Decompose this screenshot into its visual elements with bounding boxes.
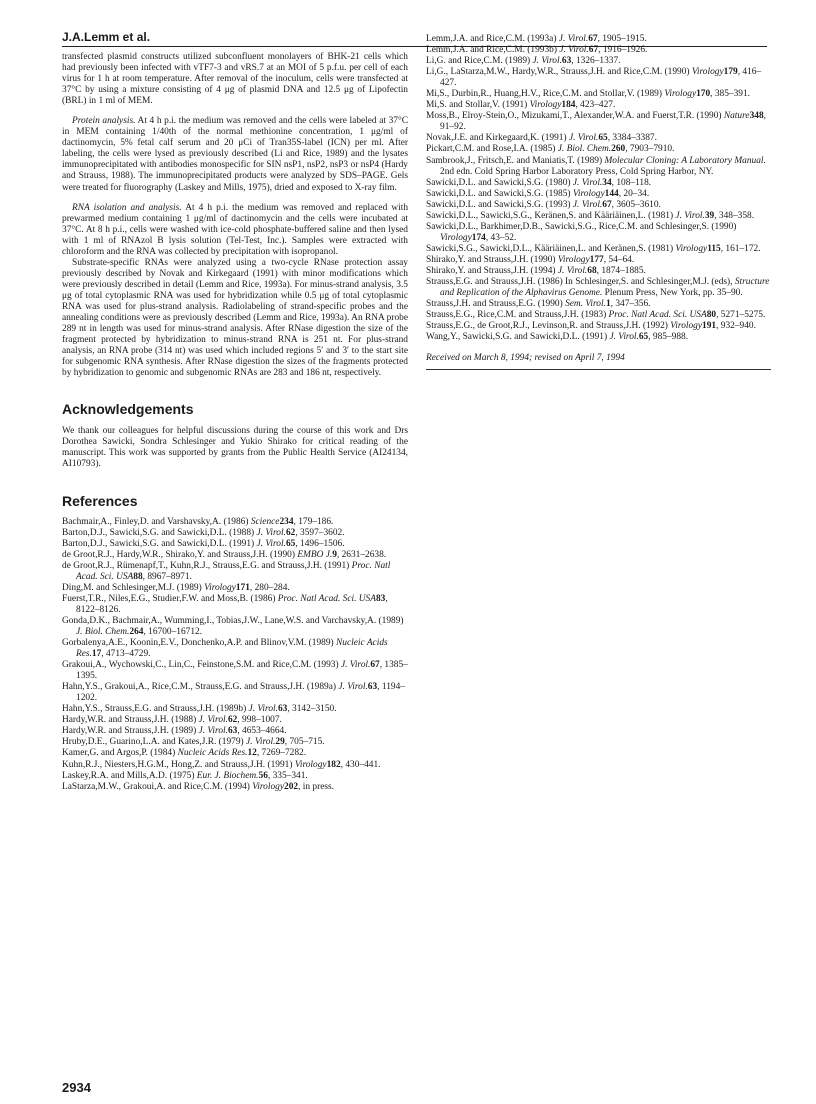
reference-authors: Hahn,Y.S., Strauss,E.G. and Strauss,J.H. (1989b) <box>62 704 249 715</box>
reference-pages: , 8967–8971. <box>142 571 192 582</box>
reference-entry <box>426 244 771 255</box>
methods-paragraph-rna-isolation <box>62 203 408 258</box>
reference-authors: Fuerst,T.R., Niles,E.G., Studier,F.W. and Moss,B. (1986) <box>62 593 278 604</box>
reference-volume: 68 <box>587 265 597 276</box>
reference-entry <box>426 266 771 277</box>
reference-entry <box>62 528 408 539</box>
running-header-author: J.A.Lemm et al. <box>62 30 151 44</box>
reference-list-left <box>62 517 408 793</box>
reference-journal: Virology <box>252 781 285 792</box>
reference-volume: 179 <box>723 67 738 78</box>
reference-entry <box>426 310 771 321</box>
reference-journal: J. Virol. <box>248 704 278 715</box>
reference-entry <box>426 255 771 266</box>
reference-pages: , 335–341. <box>267 770 308 781</box>
reference-entry <box>62 682 408 704</box>
reference-entry <box>426 178 771 189</box>
reference-authors: Kuhn,R.J., Niesters,H.G.M., Hong,Z. and Strauss,J.H. (1991) <box>62 759 295 770</box>
acknowledgements-heading: Acknowledgements <box>62 401 194 418</box>
methods-paragraph-protein-analysis <box>62 116 408 193</box>
reference-pages: , 1874–1885. <box>596 265 646 276</box>
reference-entry <box>426 211 771 222</box>
reference-entry <box>62 517 408 528</box>
reference-pages: , 5271–5275. <box>716 310 766 321</box>
reference-entry <box>62 638 408 660</box>
reference-journal: J. Virol. <box>568 133 599 144</box>
reference-volume: 67 <box>602 199 612 210</box>
reference-authors: Lemm,J.A. and Rice,C.M. (1993a) <box>426 34 559 44</box>
rna-analysis-heading: RNA isolation and analysis. <box>72 202 182 213</box>
reference-entry <box>426 299 771 310</box>
reference-authors: Barton,D.J., Sawicki,S.G. and Sawicki,D.L. (1991) <box>62 538 257 549</box>
reference-pages: , 20–34. <box>618 188 650 199</box>
reference-volume: 348 <box>749 111 764 122</box>
reference-authors: Barton,D.J., Sawicki,S.G. and Sawicki,D.L. (1988) <box>62 527 257 538</box>
reference-journal: J. Virol. <box>572 177 603 188</box>
reference-journal: Proc. Natl Acad. Sci. USA <box>277 593 376 604</box>
reference-journal: Virology <box>691 67 724 78</box>
reference-pages: , 416–427. <box>440 67 762 89</box>
reference-journal: Eur. J. Biochem. <box>196 770 259 781</box>
reference-pages: , 4653–4664. <box>237 726 287 737</box>
reference-pages: , 1385–1395. <box>76 660 408 682</box>
reference-journal: J. Virol. <box>572 199 603 210</box>
reference-entry <box>426 156 771 178</box>
reference-authors: Shirako,Y. and Strauss,J.H. (1990) <box>426 254 558 265</box>
reference-authors: Novak,J.E. and Kirkegaard,K. (1991) <box>426 133 569 144</box>
reference-volume: 17 <box>91 649 102 660</box>
reference-authors: Sawicki,D.L., Sawicki,S.G., Keränen,S. and Kääriäinen,L. (1981) <box>426 210 676 221</box>
reference-pages: , 385–391. <box>710 89 751 100</box>
reference-journal: J. Biol. Chem. <box>76 626 130 637</box>
methods-paragraph-transfection: transfected plasmid constructs utilized subconfluent monolayers of BHK-21 cells which had previously been infected with vTF7-3 and vRS.7 at an MOI of 5 p.f.u. per cell of each virus for 1 h at room temperature. After removal of the inoculum, cells were transfected at 37°C by using a mixture consisting of 4 μg of plasmid DNA and 12.5 μg of Lipofectin (BRL) in 1 ml of MEM. <box>62 52 408 107</box>
reference-volume: 234 <box>279 516 294 527</box>
reference-pages: , 985–988. <box>648 332 689 343</box>
reference-volume: 65 <box>598 133 608 144</box>
reference-journal: Virology <box>572 188 605 199</box>
reference-entry <box>426 277 771 299</box>
right-column <box>426 34 771 370</box>
reference-entry <box>62 760 408 771</box>
reference-volume: 191 <box>702 321 717 332</box>
reference-pages: , 108–118. <box>611 177 652 188</box>
reference-volume: 264 <box>129 626 144 637</box>
reference-pages: , 1916–1926. <box>598 45 648 56</box>
reference-pages: , 161–172. <box>720 243 761 254</box>
reference-pages: , 1905–1915. <box>597 34 647 44</box>
reference-pages: , 179–186. <box>293 516 334 527</box>
reference-pages: , 43–52. <box>485 232 517 243</box>
reference-entry <box>62 748 408 759</box>
reference-entry <box>62 561 408 583</box>
reference-journal: J. Virol. <box>559 45 589 56</box>
reference-authors: Laskey,R.A. and Mills,A.D. (1975) <box>62 770 197 781</box>
reference-authors: Mi,S., Durbin,R., Huang,H.V., Rice,C.M. and Stollar,V. (1989) <box>426 89 665 100</box>
reference-volume: 115 <box>707 243 721 254</box>
reference-authors: Shirako,Y. and Strauss,J.H. (1994) <box>426 265 558 276</box>
reference-volume: 184 <box>561 100 576 111</box>
reference-journal: J. Virol. <box>609 332 639 343</box>
reference-volume: 63 <box>367 682 378 693</box>
reference-authors: de Groot,R.J., Rümenapf,T., Kuhn,R.J., Strauss,E.G. and Strauss,J.H. (1991) <box>62 560 352 571</box>
reference-journal: Science <box>250 516 280 527</box>
reference-journal: Molecular Cloning: A Laboratory Manual. <box>604 155 766 166</box>
reference-authors: Li,G. and Rice,C.M. (1989) <box>426 56 533 67</box>
reference-journal: Proc. Natl Acad. Sci. USA <box>608 310 707 321</box>
rna-analysis-text: At 4 h p.i. the medium was removed and replaced with prewarmed medium containing 1 μg/ml of dactinomycin and the cells were incubated at 37°C. At 8 h p.i., cells were washed with ice-cold phosphate-buffered saline and then lysed with 1 ml of RNAzol B lysis solution (Tel-Test, Inc.). Samples were extracted with chloroform and the RNA was collected by precipitation with isopropanol. <box>62 202 409 257</box>
reference-entry <box>62 550 408 561</box>
reference-entry <box>62 704 408 715</box>
reference-journal: J. Virol. <box>558 34 589 44</box>
reference-authors: Moss,B., Elroy-Stein,O., Mizukami,T., Alexander,W.A. and Fuerst,T.R. (1990) <box>426 111 724 122</box>
reference-entry <box>62 782 408 793</box>
reference-pages: , 280–284. <box>249 582 290 593</box>
reference-authors: Hruby,D.E., Guarino,L.A. and Kates,J.R. (1979) <box>62 737 246 748</box>
reference-volume: 83 <box>375 593 386 604</box>
reference-pages: , 1194–1202. <box>76 682 405 704</box>
reference-authors: Sawicki,D.L. and Sawicki,S.G. (1980) <box>426 177 573 188</box>
reference-volume: 177 <box>589 254 604 265</box>
reference-volume: 39 <box>704 210 715 221</box>
reference-journal: Sem. Virol. <box>565 299 606 310</box>
reference-authors: Gonda,D.K., Bachmair,A., Wumming,I., Tobias,J.W., Lane,W.S. and Varchavsky,A. (1989) <box>62 615 404 626</box>
reference-pages: , 4713–4729. <box>101 649 151 660</box>
reference-authors: Bachmair,A., Finley,D. and Varshavsky,A. (1986) <box>62 516 251 527</box>
reference-entry <box>62 660 408 682</box>
reference-authors: Mi,S. and Stollar,V. (1991) <box>426 100 530 111</box>
reference-pages: , 7269–7282. <box>256 748 307 759</box>
reference-journal: J. Virol. <box>338 682 368 693</box>
reference-pages: , 932–940. <box>716 321 756 332</box>
reference-journal: J. Biol. Chem. <box>557 144 612 155</box>
reference-journal: J. Virol. <box>198 726 228 737</box>
reference-volume: 260 <box>611 144 626 155</box>
reference-volume: 56 <box>258 770 268 781</box>
reference-authors: Hahn,Y.S., Grakoui,A., Rice,C.M., Strauss,E.G. and Strauss,J.H. (1989a) <box>62 682 339 693</box>
reference-pages: , 3384–3387. <box>607 133 657 144</box>
reference-journal: Virology <box>440 232 472 243</box>
reference-entry <box>62 539 408 550</box>
reference-pages: , 91–92. <box>440 111 766 133</box>
reference-volume: 65 <box>638 332 649 343</box>
reference-authors: Li,G., LaStarza,M.W., Hardy,W.R., Strauss,J.H. and Rice,C.M. (1990) <box>426 67 692 78</box>
reference-journal: Virology <box>529 100 562 111</box>
protein-analysis-heading: Protein analysis. <box>72 116 136 127</box>
left-column <box>62 52 408 793</box>
reference-pages: , 1326–1337. <box>571 56 621 67</box>
reference-entry <box>62 594 408 616</box>
reference-pages: , 16700–16712. <box>143 626 203 637</box>
reference-journal: Nucleic Acids Res. <box>177 748 248 759</box>
acknowledgements-text: We thank our colleagues for helpful discussions during the course of this work and Drs Dorothea Sawicki, Sondra Schlesinger and Yukio Shirako for critical reading of the manuscript. This work was supported by grants from the Public Health Service (AI24134, AI10793). <box>62 426 408 470</box>
reference-volume: 1 <box>605 299 611 310</box>
reference-authors: LaStarza,M.W., Grakoui,A. and Rice,C.M. (1994) <box>62 781 253 792</box>
reference-volume: 12 <box>247 748 257 759</box>
reference-volume: 29 <box>275 737 285 748</box>
reference-journal: Virology <box>294 759 327 770</box>
reference-journal: Virology <box>670 321 703 332</box>
reference-entry <box>426 89 771 100</box>
reference-authors: Kamer,G. and Argos,P. (1984) <box>62 748 178 759</box>
reference-pages: , 705–715. <box>284 737 325 748</box>
reference-entry <box>426 144 771 155</box>
reference-authors: Ding,M. and Schlesinger,M.J. (1989) <box>62 582 205 593</box>
reference-pages: Plenum Press, New York, pp. 35–90. <box>602 288 743 299</box>
reference-authors: Strauss,E.G. and Strauss,J.H. (1986) In Schlesinger,S. and Schlesinger,M.J. (eds), <box>426 277 735 288</box>
reference-journal: Nucleic Acids Res. <box>76 638 388 660</box>
reference-journal: J. Virol. <box>340 660 371 671</box>
reference-authors: Strauss,E.G., Rice,C.M. and Strauss,J.H. (1983) <box>426 310 609 321</box>
reference-authors: Pickart,C.M. and Rose,I.A. (1985) <box>426 144 558 155</box>
reference-pages: , 2631–2638. <box>336 549 387 560</box>
reference-entry <box>426 111 771 133</box>
reference-journal: Nature <box>723 111 750 122</box>
reference-pages: , 423–427. <box>575 100 616 111</box>
reference-pages: , in press. <box>298 781 335 792</box>
reference-pages: , 54–64. <box>603 254 635 265</box>
reference-pages: 2nd edn. Cold Spring Harbor Laboratory Press, Cold Spring Harbor, NY. <box>440 166 714 177</box>
reference-entry <box>426 200 771 211</box>
reference-entry <box>426 45 771 56</box>
reference-pages: , 348–358. <box>714 210 755 221</box>
reference-journal: J. Virol. <box>198 715 228 726</box>
reference-authors: Strauss,E.G., de Groot,R.J., Levinson,R. and Strauss,J.H. (1992) <box>426 321 671 332</box>
reference-authors: Sawicki,S.G., Sawicki,D.L., Kääriäinen,L. and Keränen,S. (1981) <box>426 243 676 254</box>
reference-volume: 80 <box>706 310 717 321</box>
page-number: 2934 <box>62 1080 91 1095</box>
reference-volume: 63 <box>227 726 238 737</box>
reference-entry <box>62 771 408 782</box>
references-heading: References <box>62 492 138 509</box>
reference-volume: 62 <box>285 527 296 538</box>
reference-volume: 171 <box>235 582 250 593</box>
reference-authors: Hardy,W.R. and Strauss,J.H. (1988) <box>62 715 199 726</box>
reference-journal: J. Virol. <box>246 737 276 748</box>
reference-authors: Wang,Y., Sawicki,S.G. and Sawicki,D.L. (1991) <box>426 332 610 343</box>
reference-pages: , 347–356. <box>610 299 651 310</box>
reference-volume: 67 <box>370 660 380 671</box>
reference-entry <box>62 737 408 748</box>
reference-pages: , 3142–3150. <box>287 704 337 715</box>
reference-authors: de Groot,R.J., Hardy,W.R., Shirako,Y. and Strauss,J.H. (1990) <box>62 549 298 560</box>
reference-volume: 62 <box>227 715 238 726</box>
reference-volume: 170 <box>696 89 711 100</box>
reference-entry <box>426 332 771 343</box>
reference-pages: , 3597–3602. <box>295 527 345 538</box>
reference-authors: Sambrook,J., Fritsch,E. and Maniatis,T. (1989) <box>426 155 605 166</box>
reference-journal: J. Virol. <box>256 527 286 538</box>
reference-list-right <box>426 34 771 343</box>
reference-journal: Structure and Replication of the Alphavirus Genome. <box>440 277 770 299</box>
reference-volume: 65 <box>285 538 296 549</box>
reference-pages: , 1496–1506. <box>295 538 345 549</box>
reference-journal: Virology <box>204 582 236 593</box>
reference-entry <box>62 583 408 594</box>
reference-journal: J. Virol. <box>557 265 588 276</box>
reference-entry <box>426 34 771 45</box>
reference-volume: 67 <box>588 45 599 56</box>
reference-entry <box>426 321 771 332</box>
reference-authors: Lemm,J.A. and Rice,C.M. (1993b) <box>426 45 560 56</box>
reference-entry <box>426 133 771 144</box>
reference-authors: Hardy,W.R. and Strauss,J.H. (1989) <box>62 726 199 737</box>
reference-journal: Virology <box>557 254 590 265</box>
reference-pages: , 430–441. <box>340 759 381 770</box>
reference-authors: Strauss,J.H. and Strauss,E.G. (1990) <box>426 299 566 310</box>
reference-pages: , 998–1007. <box>237 715 282 726</box>
reference-pages: , 3605–3610. <box>611 199 661 210</box>
reference-entry <box>62 616 408 638</box>
reference-authors: Sawicki,D.L., Barkhimer,D.B., Sawicki,S.G., Rice,C.M. and Schlesinger,S. (1990) <box>426 221 737 232</box>
reference-pages: , 8122–8126. <box>76 593 388 615</box>
reference-entry <box>426 222 771 244</box>
reference-journal: Virology <box>675 243 708 254</box>
reference-volume: 88 <box>133 571 143 582</box>
reference-authors: Gorbalenya,A.E., Koonin,E.V., Donchenko,A.P. and Blinov,V.M. (1989) <box>62 638 337 649</box>
reference-journal: J. Virol. <box>675 210 705 221</box>
reference-journal: Proc. Natl Acad. Sci. USA <box>76 560 391 582</box>
reference-journal: J. Virol. <box>532 56 562 67</box>
reference-pages: , 7903–7910. <box>625 144 675 155</box>
reference-volume: 182 <box>326 759 341 770</box>
reference-entry <box>426 56 771 67</box>
protein-analysis-text: At 4 h p.i. the medium was removed and the cells were labeled at 37°C in MEM containing 1/40th of the normal methionine concentration, 1 μg/ml of dactinomycin, 5% fetal calf serum and 20 μCi of Tran35S-label (ICN) per ml. After labeling, the cells were lysed as previously described (Li and Rice, 1989) and the lysates immunoprecipitated with antibodies monospecific for SIN nsP1, nsP2, nsP3 or nsP4 (Hardy and Strauss, 1988). The immunoprecipitated products were analyzed by SDS–PAGE. Gels were treated for fluorography (Laskey and Mills, 1975), dried and exposed to X-ray film. <box>62 116 408 193</box>
reference-journal: J. Virol. <box>256 538 286 549</box>
closing-rule <box>426 369 771 370</box>
methods-paragraph-substrate-rnas: Substrate-specific RNAs were analyzed using a two-cycle RNase protection assay previously described by Novak and Kirkegaard (1991) with minor modifications which were previously described in detail (Lemm and Rice, 1993a). For minus-strand analysis, 3.5 μg of total cytoplasmic RNA was used for hybridization while 0.5 μg of total cytoplasmic RNA was used for plus-strand analysis. Radiolabeling of strand-specific probes and the annealing conditions were as previously described (Lemm and Rice, 1993a). An RNA probe 289 nt in length was used for minus-strand analysis. After RNase digestion the size of the fragment protected by hybridization to minus-strand RNA is 251 nt. For plus-strand analysis, an RNA probe (314 nt) was used which included regions 5′ and 3′ to the start site for subgenomic RNA synthesis. After RNase digestion the sizes of the fragments protected by hybridization to genomic and subgenomic RNAs are 283 and 186 nt, respectively. <box>62 257 408 379</box>
reference-volume: 9 <box>332 549 337 560</box>
reference-entry <box>426 67 771 89</box>
reference-journal: Virology <box>664 89 697 100</box>
received-date: Received on March 8, 1994; revised on April 7, 1994 <box>426 353 625 364</box>
reference-journal: EMBO J. <box>297 549 333 560</box>
reference-volume: 144 <box>604 188 619 199</box>
reference-authors: Sawicki,D.L. and Sawicki,S.G. (1985) <box>426 188 573 199</box>
reference-entry <box>62 726 408 737</box>
reference-volume: 67 <box>588 34 598 44</box>
reference-entry <box>62 715 408 726</box>
reference-volume: 63 <box>561 56 572 67</box>
reference-volume: 202 <box>284 781 299 792</box>
reference-volume: 174 <box>471 232 486 243</box>
reference-volume: 63 <box>277 704 288 715</box>
reference-volume: 34 <box>602 177 612 188</box>
reference-entry <box>426 189 771 200</box>
reference-entry <box>426 100 771 111</box>
reference-authors: Sawicki,D.L. and Sawicki,S.G. (1993) <box>426 199 573 210</box>
reference-authors: Grakoui,A., Wychowski,C., Lin,C., Feinstone,S.M. and Rice,C.M. (1993) <box>62 660 341 671</box>
